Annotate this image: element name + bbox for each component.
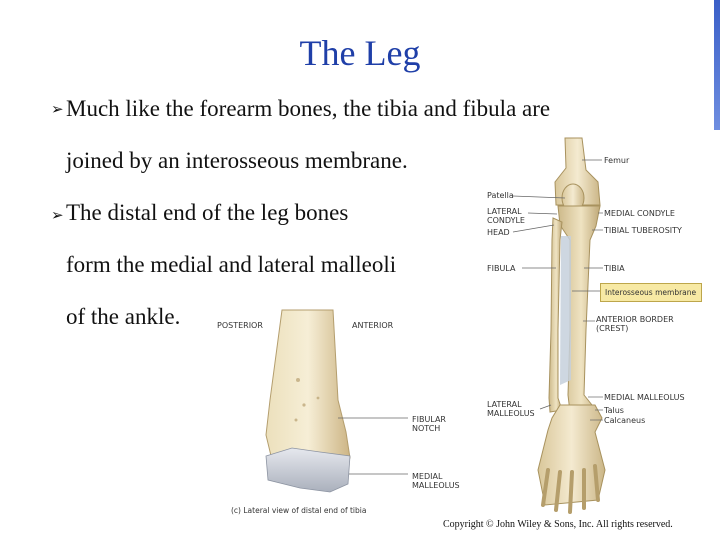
- label-interosseous-membrane: Interosseous membrane: [605, 288, 697, 297]
- label-medial-condyle: MEDIAL CONDYLE: [604, 209, 675, 218]
- copyright-notice: Copyright © John Wiley & Sons, Inc. All rights reserved.: [443, 519, 673, 530]
- bullet-2-line-3: of the ankle.: [66, 304, 181, 329]
- label-lateral-malleolus: LATERAL MALLEOLUS: [487, 400, 535, 418]
- label-talus: Talus: [604, 406, 624, 415]
- bullet-1-line-1: Much like the forearm bones, the tibia and fibula are: [66, 96, 551, 121]
- label-posterior: POSTERIOR: [217, 321, 263, 330]
- label-medial-malleolus: MEDIAL MALLEOLUS: [604, 393, 685, 402]
- label-fibula: FIBULA: [487, 264, 516, 273]
- label-head: HEAD: [487, 228, 510, 237]
- bullet-2-line-1: The distal end of the leg bones: [66, 200, 349, 225]
- label-patella: Patella: [487, 191, 514, 200]
- label-anterior: ANTERIOR: [352, 321, 394, 330]
- label-anterior-border: ANTERIOR BORDER (CREST): [596, 315, 674, 333]
- bullet-2-line-2: form the medial and lateral malleoli: [66, 252, 397, 277]
- label-fibular-notch: FIBULAR NOTCH: [412, 415, 446, 433]
- arrow-bullet-icon: ➢: [51, 100, 64, 118]
- slide-title: The Leg: [299, 33, 421, 73]
- label-femur: Femur: [604, 156, 630, 165]
- figure-caption: (c) Lateral view of distal end of tibia: [231, 506, 367, 515]
- label-tibial-tuberosity: TIBIAL TUBEROSITY: [604, 226, 682, 235]
- label-distal-medial-malleolus: MEDIAL MALLEOLUS: [412, 472, 460, 490]
- bullet-1-line-2: joined by an interosseous membrane.: [66, 148, 408, 173]
- label-calcaneus: Calcaneus: [604, 416, 646, 425]
- arrow-bullet-icon: ➢: [51, 206, 64, 224]
- label-tibia: TIBIA: [604, 264, 625, 273]
- label-lateral-condyle: LATERAL CONDYLE: [487, 207, 525, 225]
